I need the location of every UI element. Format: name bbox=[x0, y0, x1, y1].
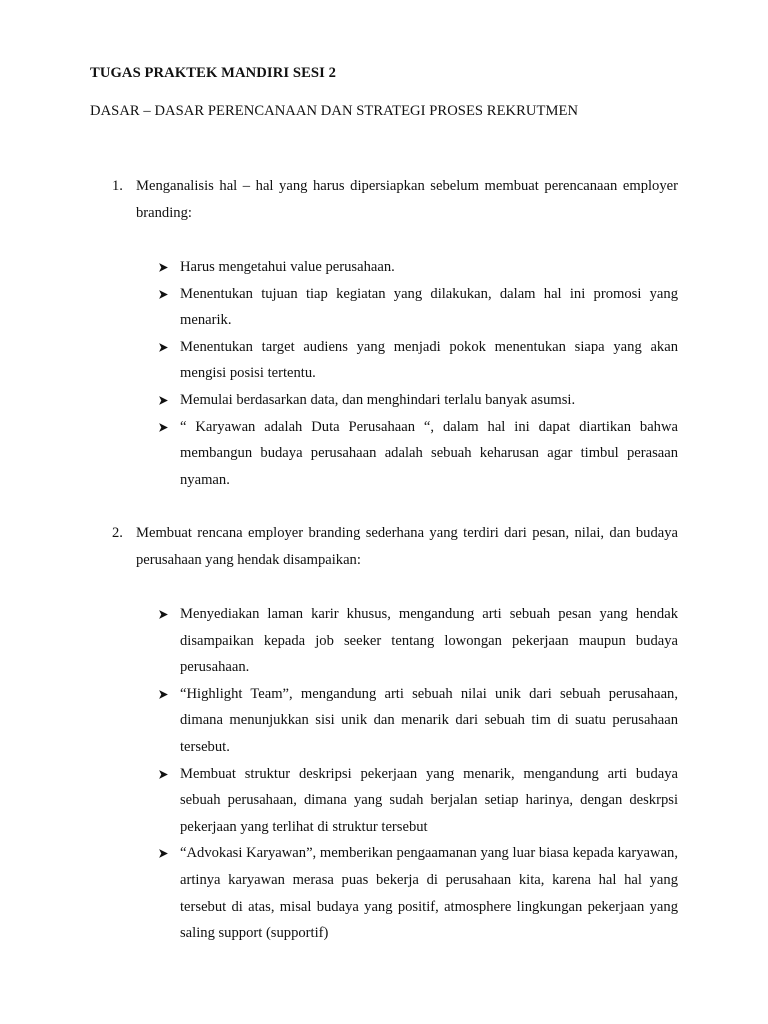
list-item bbox=[158, 840, 678, 946]
list-item-text: “Advokasi Karyawan”, memberikan pengaamanan yang luar biasa kepada karyawan, artinya karyawan merasa puas bekerja di perusahaan kita, karena hal hal yang tersebut di atas, misal budaya yang positif, atmosphere lingkungan pekerjaan yang saling support (supportif) bbox=[180, 845, 678, 942]
arrow-bullet-icon bbox=[158, 395, 169, 406]
arrow-bullet-icon bbox=[158, 422, 169, 433]
section-heading bbox=[112, 520, 678, 573]
list-item bbox=[158, 334, 678, 387]
bullet-list-2 bbox=[158, 601, 678, 947]
list-item bbox=[158, 281, 678, 334]
list-item-text: Membuat struktur deskripsi pekerjaan yang menarik, mengandung arti budaya sebuah perusahaan, dimana yang sudah berjalan setiap harinya, dengan deskrpsi pekerjaan yang terlihat di struktur tersebut bbox=[180, 765, 678, 835]
section-heading-text: Menganalisis hal – hal yang harus dipersiapkan sebelum membuat perencanaan employer branding: bbox=[136, 178, 678, 221]
bullet-list-1 bbox=[158, 254, 678, 493]
section-1 bbox=[112, 173, 678, 226]
list-item-text: “Highlight Team”, mengandung arti sebuah nilai unik dari sebuah perusahaan, dimana menunjukkan sisi unik dan menarik dari sebuah tim di suatu perusahaan tersebut. bbox=[180, 685, 678, 755]
list-item bbox=[158, 387, 678, 414]
list-item-text: Harus mengetahui value perusahaan. bbox=[180, 259, 395, 275]
list-item bbox=[158, 254, 678, 281]
arrow-bullet-icon bbox=[158, 609, 169, 620]
section-2 bbox=[112, 520, 678, 573]
arrow-bullet-icon bbox=[158, 289, 169, 300]
list-item-text: Menentukan target audiens yang menjadi pokok menentukan siapa yang akan mengisi posisi tertentu. bbox=[180, 338, 678, 382]
list-item-text: Memulai berdasarkan data, dan menghindari terlalu banyak asumsi. bbox=[180, 391, 576, 408]
list-item-text: “ Karyawan adalah Duta Perusahaan “, dalam hal ini dapat diartikan bahwa membangun budaya perusahaan adalah sebuah keharusan agar timbul perasaan nyaman. bbox=[180, 418, 678, 488]
list-item bbox=[158, 601, 678, 681]
section-number: 1. bbox=[112, 178, 123, 194]
document-subtitle: DASAR – DASAR PERENCANAAN DAN STRATEGI PROSES REKRUTMEN bbox=[90, 103, 579, 119]
list-item-text: Menyediakan laman karir khusus, mengandung arti sebuah pesan yang hendak disampaikan kepada job seeker tentang lowongan pekerjaan maupun budaya perusahaan. bbox=[180, 606, 678, 676]
document-title: TUGAS PRAKTEK MANDIRI SESI 2 bbox=[90, 65, 337, 81]
section-heading-text: Membuat rencana employer branding sederhana yang terdiri dari pesan, nilai, dan budaya perusahaan yang hendak disampaikan: bbox=[136, 525, 678, 568]
arrow-bullet-icon bbox=[158, 769, 169, 780]
arrow-bullet-icon bbox=[158, 262, 169, 273]
list-item-text: Menentukan tujuan tiap kegiatan yang dilakukan, dalam hal ini promosi yang menarik. bbox=[180, 285, 678, 329]
section-number: 2. bbox=[112, 525, 123, 541]
section-heading bbox=[112, 173, 678, 226]
arrow-bullet-icon bbox=[158, 342, 169, 353]
list-item bbox=[158, 414, 678, 494]
list-item bbox=[158, 761, 678, 841]
arrow-bullet-icon bbox=[158, 848, 169, 859]
arrow-bullet-icon bbox=[158, 689, 169, 700]
list-item bbox=[158, 681, 678, 761]
